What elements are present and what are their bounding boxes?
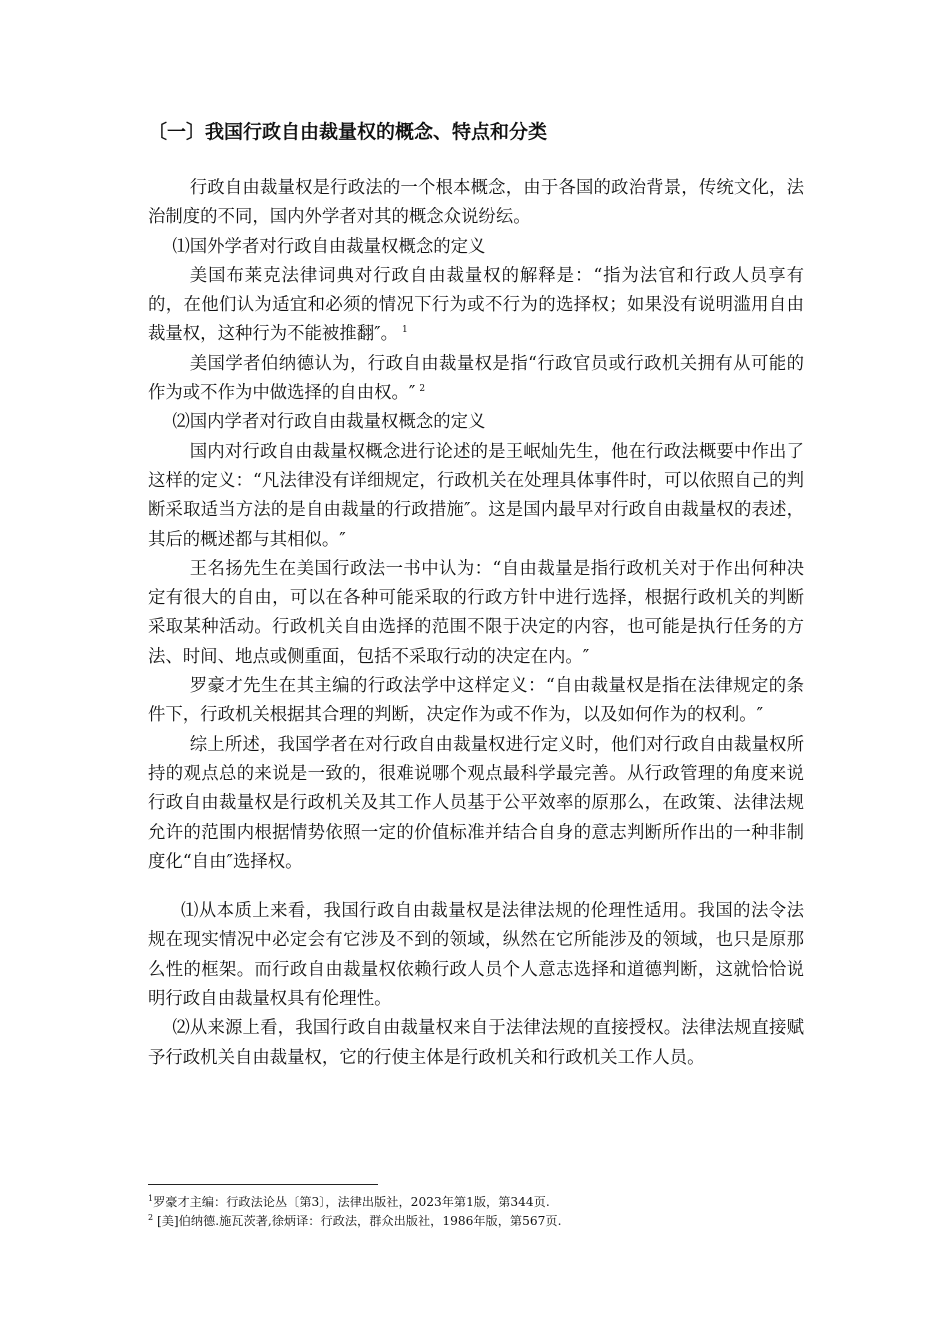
footnote-text: [美]伯纳德.施瓦茨著,徐炳译：行政法，群众出版社，1986年版，第567页.	[156, 1214, 562, 1228]
paragraph-feature-nature: ⑴从本质上来看，我国行政自由裁量权是法律法规的伦理性适用。我国的法令法规在现实情况中必定会有它涉及不到的领域，纵然在它所能涉及的领域，也只是原那么性的框架。而行政自由裁量权依赖行政人员个人意志选择和道德判断，这就恰恰说明行政自由裁量权具有伦理性。	[148, 901, 804, 1010]
paragraph-text: 美国学者伯纳德认为，行政自由裁量权是指“行政官员或行政机关拥有从可能的作为或不作为中做选择的自由权。″	[148, 353, 804, 404]
footnote-2	[148, 1212, 804, 1231]
subheading-foreign-definition: ⑴国外学者对行政自由裁量权概念的定义	[172, 236, 486, 257]
footnote-mark: 1	[148, 1194, 154, 1203]
footnote-ref-2[interactable]: 2	[419, 384, 426, 395]
paragraph-feature-source: ⑵从来源上看，我国行政自由裁量权来自于法律法规的直接授权。法律法规直接赋予行政机关自由裁量权，它的行使主体是行政机关和行政机关工作人员。	[148, 1018, 804, 1068]
body-text	[148, 174, 804, 1073]
paragraph-gap	[148, 877, 804, 897]
paragraph-wang-mincan: 国内对行政自由裁量权概念进行论述的是王岷灿先生，他在行政法概要中作出了这样的定义：“凡法律没有详细规定，行政机关在处理具体事件时，可以依照自己的判断采取适当方法的是自由裁量的行政措施″。这是国内最早对行政自由裁量权的表述，其后的概述都与其相似。″	[148, 441, 804, 550]
footnote-ref-1[interactable]: 1	[401, 325, 408, 336]
footnotes	[148, 1193, 804, 1231]
footnote-text: 罗豪才主编：行政法论丛〔第3〕，法律出版社，2023年第1版，第344页.	[153, 1195, 550, 1209]
section-heading: 〔一〕我国行政自由裁量权的概念、特点和分类	[148, 121, 548, 143]
footnote-divider	[148, 1184, 378, 1185]
paragraph-summary: 综上所述，我国学者在对行政自由裁量权进行定义时，他们对行政自由裁量权所持的观点总的来说是一致的，很难说哪个观点最科学最完善。从行政管理的角度来说行政自由裁量权是行政机关及其工作人员基于公平效率的原那么，在政策、法律法规允许的范围内根据情势依照一定的价值标准并结合自身的意志判断所作出的一种非制度化“自由″选择权。	[148, 734, 804, 872]
paragraph-text: 美国布莱克法律词典对行政自由裁量权的解释是：“指为法官和行政人员享有的，在他们认为适宜和必须的情况下行为或不行为的选择权；如果没有说明滥用自由裁量权，这种行为不能被推翻″。	[148, 265, 804, 345]
subheading-domestic-definition: ⑵国内学者对行政自由裁量权概念的定义	[172, 412, 486, 433]
paragraph-wang-mingyang: 王名扬先生在美国行政法一书中认为：“自由裁量是指行政机关对于作出何种决定有很大的自由，可以在各种可能采取的行政方针中进行选择，根据行政机关的判断采取某种活动。行政机关自由选择的范围不限于决定的内容，也可能是执行任务的方法、时间、地点或侧重面，包括不采取行动的决定在内。″	[148, 558, 804, 667]
footnote-1	[148, 1193, 804, 1212]
paragraph-intro: 行政自由裁量权是行政法的一个根本概念，由于各国的政治背景，传统文化，法治制度的不同，国内外学者对其的概念众说纷纭。	[148, 178, 804, 228]
footnote-mark: 2	[148, 1213, 154, 1222]
paragraph-black-law-dictionary	[148, 262, 804, 350]
paragraph-luo-haocai: 罗豪才先生在其主编的行政法学中这样定义：“自由裁量权是指在法律规定的条件下，行政机关根据其合理的判断，决定作为或不作为，以及如何作为的权利。″	[148, 676, 804, 726]
paragraph-bernard	[148, 350, 804, 409]
